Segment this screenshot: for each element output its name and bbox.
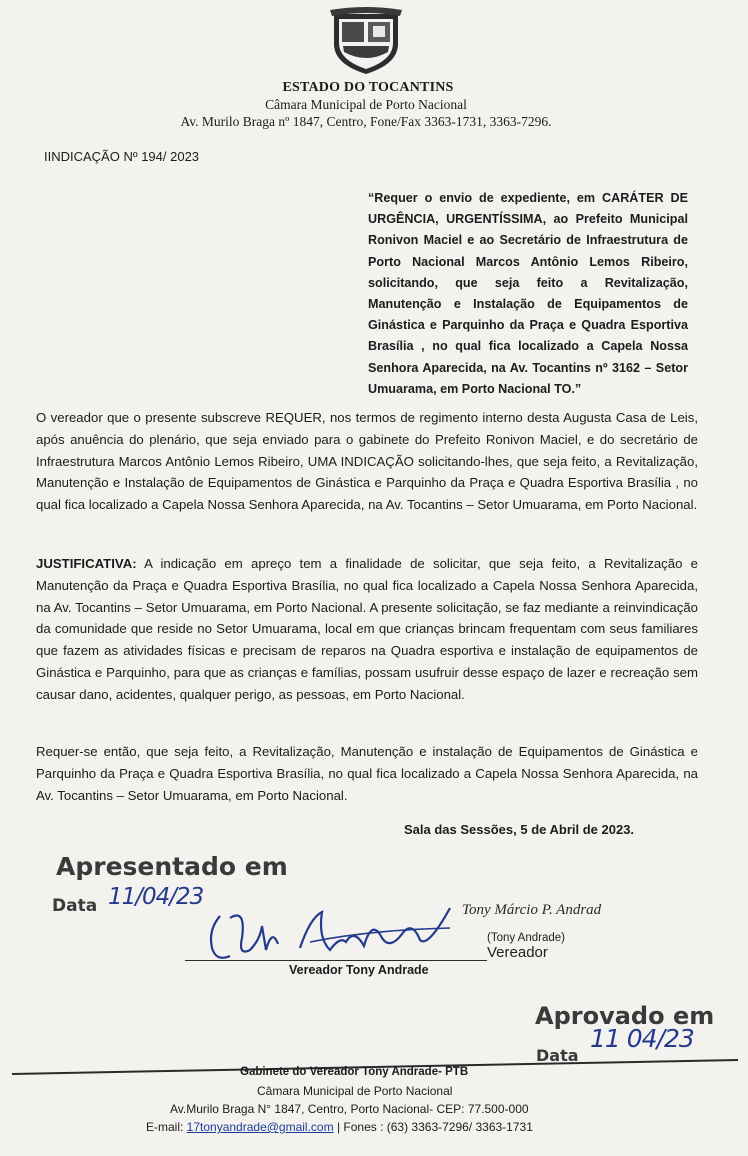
paragraph-conclusion: Requer-se então, que seja feito, a Revitalização, Manutenção e instalação de Equipamentos de Ginástica e Parquinho da Praça e Quadra Esportiva Brasília, no qual fica localizado a Capela Nossa Senhora Aparecida, na Av. Tocantins – Setor Umuarama, em Porto Nacional. bbox=[36, 744, 698, 803]
footer-phones: | Fones : (63) 3363-7296/ 3363-1731 bbox=[333, 1120, 533, 1134]
stamp-apresentado-title: Apresentado em bbox=[56, 852, 288, 881]
footer-email-label: E-mail: bbox=[146, 1120, 187, 1134]
handwritten-signature bbox=[150, 878, 490, 968]
signature-nickname: (Tony Andrade) bbox=[487, 932, 565, 944]
signature-printed-name: Vereador Tony Andrade bbox=[289, 963, 429, 977]
session-date: Sala das Sessões, 5 de Abril de 2023. bbox=[404, 822, 635, 837]
signature-typed-name: Tony Márcio P. Andrad bbox=[462, 902, 602, 918]
footer-chamber: Câmara Municipal de Porto Nacional bbox=[257, 1084, 453, 1098]
footer-email-link[interactable]: 17tonyandrade@gmail.com bbox=[186, 1120, 334, 1134]
signature-line bbox=[185, 960, 487, 961]
header-state: ESTADO DO TOCANTINS bbox=[282, 80, 454, 95]
signature-role: Vereador bbox=[487, 944, 548, 961]
coat-of-arms-icon bbox=[328, 6, 404, 76]
stamp-aprovado-date: 11 04/23 bbox=[590, 1024, 694, 1053]
indicacao-number: IINDICAÇÃO Nº 194/ 2023 bbox=[44, 149, 200, 164]
stamp-apresentado-date: 11/04/23 bbox=[108, 884, 204, 910]
stamp-apresentado-data-label: Data bbox=[52, 896, 98, 916]
footer-address: Av.Murilo Braga N° 1847, Centro, Porto Nacional- CEP: 77.500-000 bbox=[170, 1102, 529, 1116]
paragraph-justificativa bbox=[36, 553, 698, 706]
justificativa-label: JUSTIFICATIVA: bbox=[36, 556, 137, 571]
requerimento-summary: “Requer o envio de expediente, em CARÁTER DE URGÊNCIA, URGENTÍSSIMA, ao Prefeito Municipal Ronivon Maciel e ao Secretário de Infraestrutura de Porto Nacional Marcos Antônio Lemos Ribeiro, solicitando, que seja feito a Revitalização, Manutenção e Instalação de Equipamentos de Ginástica e Parquinho da Praça e Quadra Esportiva Brasília , no qual fica localizado a Capela Nossa Senhora Aparecida, na Av. Tocantins nº 3162 – Setor Umuarama, em Porto Nacional TO.” bbox=[368, 191, 688, 396]
stamp-aprovado-data-label: Data bbox=[536, 1046, 579, 1065]
justificativa-text: A indicação em apreço tem a finalidade de solicitar, que seja feito, a Revitalização e Manutenção da Praça e Quadra Esportiva Brasília, no qual fica localizado a Capela Nossa Senhora Aparecida, na Av. Tocantins – Setor Umuarama, em Porto Nacional. A presente solicitação, se faz mediante a reinvindicação da comunidade que reside no Setor Umuarama, local em que crianças brincam frequentam com seus familiares que fazem as atividades físicas e precisam de reparos na Quadra esportiva e instalação de equipamentos de Ginástica e Parquinho, para que as crianças e famílias, possam usufruir desse espaço de lazer e recreação sem causar dano, acidentes, qualquer perigo, as pessoas, em Porto Nacional. bbox=[36, 556, 698, 702]
footer-office: Gabinete do Vereador Tony Andrade- PTB bbox=[240, 1066, 469, 1078]
header-chamber: Câmara Municipal de Porto Nacional bbox=[265, 97, 467, 112]
header-address: Av. Murilo Braga nº 1847, Centro, Fone/Fax 3363-1731, 3363-7296. bbox=[180, 114, 552, 129]
footer-contact bbox=[146, 1120, 533, 1134]
stamp-aprovado-title: Aprovado em bbox=[535, 1002, 715, 1030]
paragraph-request: O vereador que o presente subscreve REQUER, nos termos de regimento interno desta Augusta Casa de Leis, após anuência do plenário, que seja enviado para o gabinete do Prefeito Ronivon Maciel, e do secretário de Infraestrutura Marcos Antônio Lemos Ribeiro, UMA INDICAÇÃO solicitando-lhes, que seja feito, a Revitalização, Manutenção e Instalação de Equipamentos de Ginástica e Parquinho da Praça e Quadra Esportiva Brasília , no qual fica localizado a Capela Nossa Senhora Aparecida, na Av. Tocantins – Setor Umuarama, em Porto Nacional. bbox=[36, 410, 698, 513]
